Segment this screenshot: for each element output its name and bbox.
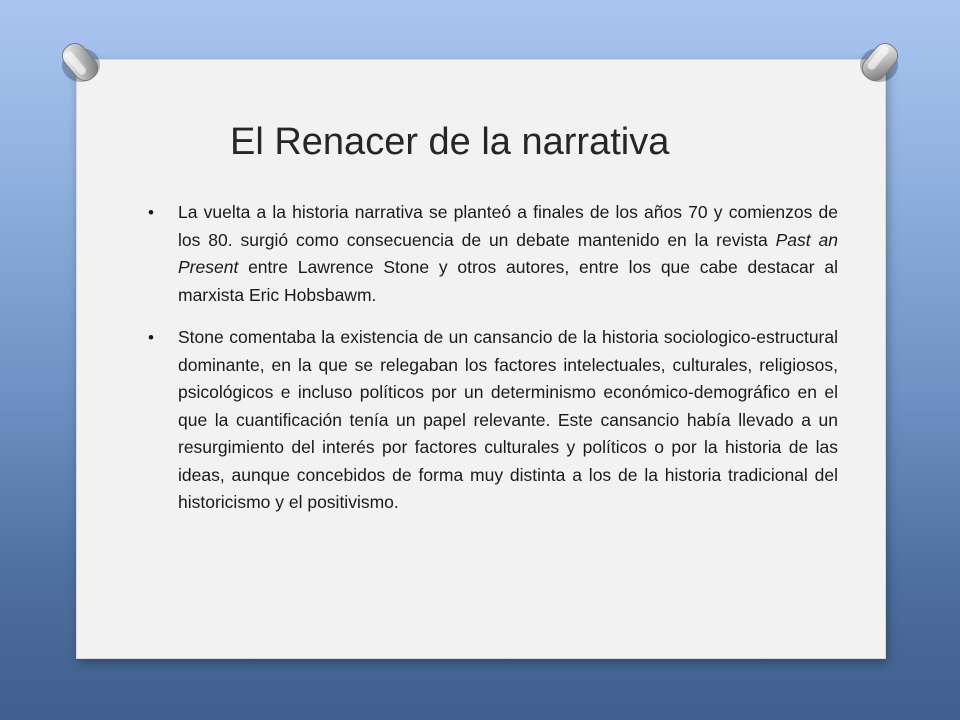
pushpin-left-icon — [54, 38, 104, 88]
journal-title: Past an Present — [178, 229, 838, 277]
bullet-icon: • — [148, 203, 154, 222]
bullet-item — [148, 199, 838, 309]
bullet-icon: • — [148, 328, 154, 347]
bullet-item — [148, 324, 838, 517]
bullet-text: La vuelta a la historia narrativa se planteó a finales de los años 70 y comienzos de los 80. surgió como consecuencia de un debate mantenido en la revista Past an Present entre Lawrence Stone y otros autores, entre los que cabe destacar al marxista Eric Hobsbawm. — [178, 202, 838, 305]
bullet-list — [148, 199, 838, 517]
bullet-text: Stone comentaba la existencia de un cansancio de la historia sociologico-estructural dominante, en la que se relegaban los factores intelectuales, culturales, religiosos, psicológicos e incluso políticos por un determinismo económico-demográfico en el que la cuantificación tenía un papel relevante. Este cansancio había llevado a un resurgimiento del interés por factores culturales y políticos o por la historia de las ideas, aunque concebidos de forma muy distinta a los de la historia tradicional del historicismo y el positivismo. — [178, 327, 838, 512]
pushpin-right-icon — [856, 38, 906, 88]
slide-title: El Renacer de la narrativa — [230, 121, 670, 163]
